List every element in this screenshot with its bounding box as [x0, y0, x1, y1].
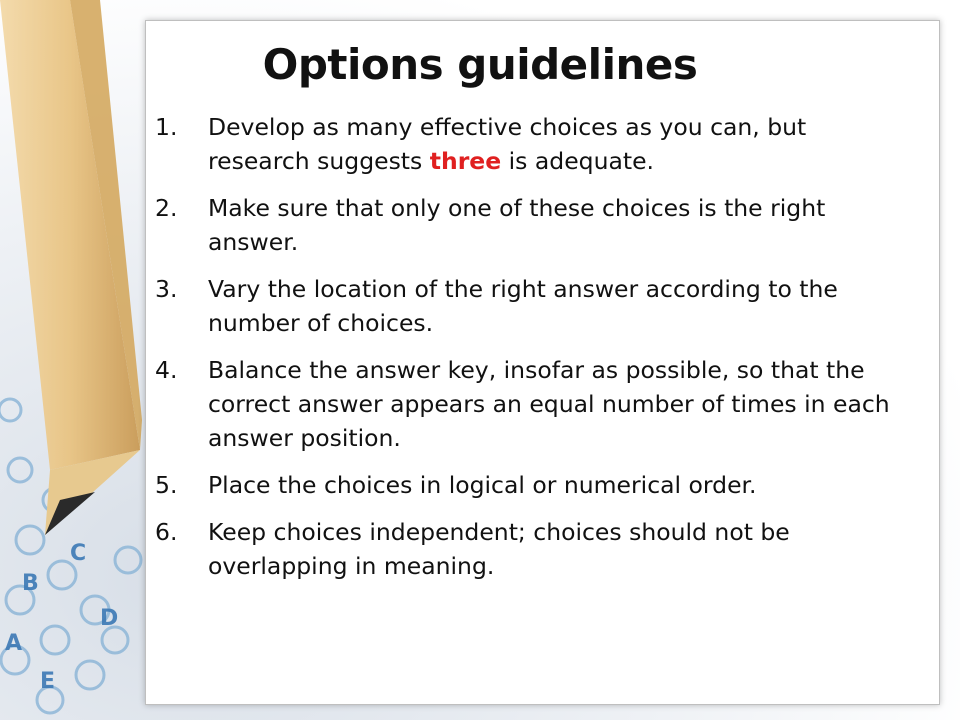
- item-number: 6.: [155, 518, 178, 546]
- item-text: Develop as many effective choices as you can, but research suggests: [208, 113, 807, 175]
- item-text: Place the choices in logical or numerical order.: [208, 471, 757, 499]
- item-text: Vary the location of the right answer according to the number of choices.: [208, 275, 838, 337]
- svg-text:B: B: [22, 571, 39, 596]
- item-text: Balance the answer key, insofar as possible, so that the correct answer appears an equal number of times in each answer position.: [208, 356, 890, 452]
- svg-text:E: E: [40, 669, 56, 694]
- item-number: 5.: [155, 471, 178, 499]
- list-item: [155, 468, 915, 502]
- svg-text:D: D: [100, 606, 119, 631]
- item-text: Keep choices independent; choices should not be overlapping in meaning.: [208, 518, 790, 580]
- svg-text:A: A: [5, 631, 23, 656]
- list-item: [155, 191, 915, 259]
- item-text: Make sure that only one of these choices is the right answer.: [208, 194, 826, 256]
- page-title: Options guidelines: [262, 40, 698, 89]
- guidelines-list: [155, 110, 915, 596]
- item-number: 4.: [155, 356, 178, 384]
- list-item: [155, 110, 915, 178]
- item-number: 3.: [155, 275, 178, 303]
- highlighted-word: three: [429, 147, 502, 175]
- item-number: 1.: [155, 113, 178, 141]
- list-item: [155, 353, 915, 455]
- item-text: is adequate.: [501, 147, 655, 175]
- item-number: 2.: [155, 194, 178, 222]
- svg-text:C: C: [70, 541, 87, 566]
- list-item: [155, 515, 915, 583]
- list-item: [155, 272, 915, 340]
